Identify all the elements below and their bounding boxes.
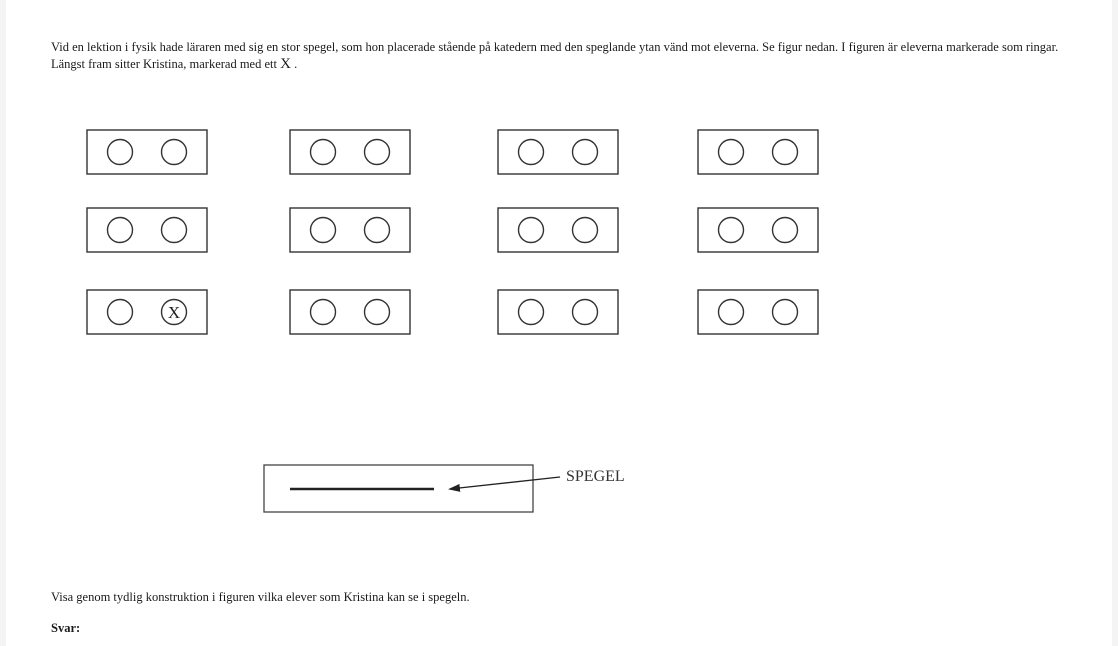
desk xyxy=(498,130,618,174)
desk-outline xyxy=(87,130,207,174)
desk-outline xyxy=(698,130,818,174)
student-ring xyxy=(719,300,744,325)
student-ring xyxy=(311,140,336,165)
student-ring xyxy=(365,300,390,325)
desk xyxy=(698,130,818,174)
intro-text: Vid en lektion i fysik hade läraren med sig en stor spegel, som hon placerade stående på katedern med den speglande ytan vänd mot eleverna. Se figur nedan. I figuren är eleverna markerade som ringar. Längst fram sitter Kristina, markerad med ett xyxy=(51,40,1059,71)
desk xyxy=(498,290,618,334)
question-text: Visa genom tydlig konstruktion i figuren vilka elever som Kristina kan se i spegeln. xyxy=(51,590,470,604)
desk xyxy=(290,130,410,174)
intro-end: . xyxy=(290,57,298,71)
desk-outline xyxy=(498,130,618,174)
desk xyxy=(498,208,618,252)
desk xyxy=(87,208,207,252)
desk xyxy=(290,290,410,334)
desk-outline xyxy=(698,208,818,252)
desk-outline xyxy=(498,208,618,252)
student-ring xyxy=(365,140,390,165)
student-ring xyxy=(519,218,544,243)
desk-outline xyxy=(87,208,207,252)
student-ring xyxy=(519,140,544,165)
student-ring xyxy=(311,300,336,325)
student-ring xyxy=(162,218,187,243)
mirror-arrow xyxy=(450,477,560,489)
student-ring xyxy=(573,140,598,165)
student-ring xyxy=(719,218,744,243)
student-ring xyxy=(162,140,187,165)
mirror-label: SPEGEL xyxy=(566,468,625,485)
student-ring xyxy=(719,140,744,165)
desk-outline xyxy=(290,130,410,174)
desk-outline xyxy=(290,290,410,334)
answer-label: Svar: xyxy=(51,621,81,635)
student-ring xyxy=(773,300,798,325)
student-ring xyxy=(773,218,798,243)
student-ring xyxy=(773,140,798,165)
kristina-marker-text: X xyxy=(280,56,291,72)
desk-outline xyxy=(87,290,207,334)
desk-grid xyxy=(87,130,818,334)
desk xyxy=(290,208,410,252)
student-ring xyxy=(519,300,544,325)
desk-outline xyxy=(498,290,618,334)
student-ring xyxy=(108,218,133,243)
student-ring xyxy=(311,218,336,243)
student-ring xyxy=(108,140,133,165)
student-ring xyxy=(108,300,133,325)
desk-outline xyxy=(698,290,818,334)
student-ring xyxy=(573,218,598,243)
student-ring xyxy=(365,218,390,243)
desk xyxy=(698,208,818,252)
desk xyxy=(87,130,207,174)
student-ring xyxy=(573,300,598,325)
kristina-x-mark: X xyxy=(167,303,181,322)
desk xyxy=(698,290,818,334)
desk xyxy=(87,290,207,334)
desk-outline xyxy=(290,208,410,252)
